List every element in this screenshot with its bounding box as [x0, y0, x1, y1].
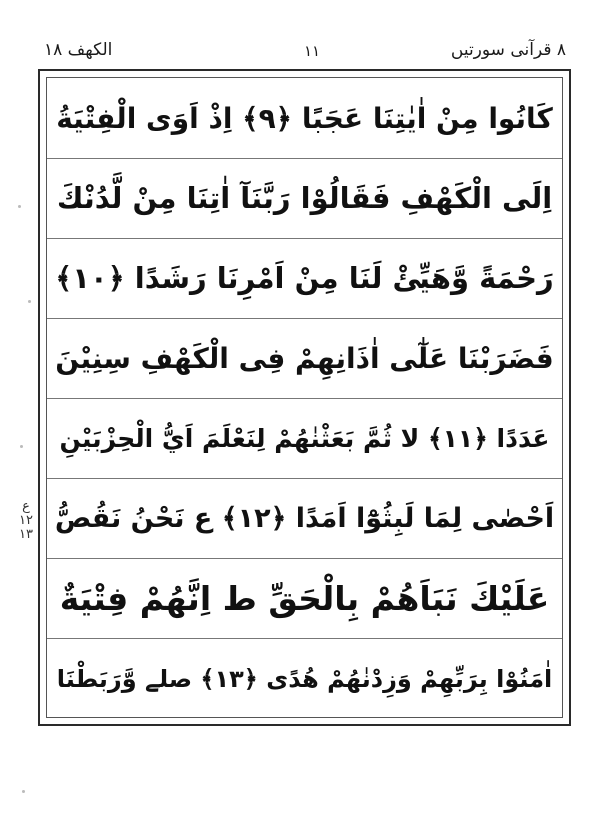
verse-line	[47, 558, 562, 639]
paper-speck	[18, 205, 21, 208]
page-number: ۱۱	[304, 42, 321, 60]
surah-name: الکھف ۱۸	[44, 40, 113, 60]
paper-speck	[20, 445, 23, 448]
verse-line-text: كَانُوا مِنْ اٰيٰتِنَا عَجَبًا ﴿۹﴾ اِذْ اَوَى الْفِتْيَةُ	[56, 101, 553, 135]
verse-line	[47, 158, 562, 239]
paper-speck	[28, 300, 31, 303]
verse-line	[47, 638, 562, 719]
verse-line-text: اِلَى الْكَهْفِ فَقَالُوْا رَبَّنَآ اٰتِنَا مِنْ لَّدُنْكَ	[56, 181, 553, 215]
ruku-marker: ع ۱۲ ۱۳	[19, 499, 33, 542]
verse-line-text: اَحْصٰى لِمَا لَبِثُوْٓا اَمَدًا ﴿۱۲﴾ ع نَحْنُ نَقُصُّ	[54, 502, 555, 534]
verse-line-text: عَلَيْكَ نَبَاَهُمْ بِالْحَقِّ ط اِنَّهُمْ فِتْيَةٌ	[59, 578, 550, 618]
text-area	[46, 77, 563, 718]
book-title: ۸ قرآنی سورتیں	[450, 40, 566, 60]
page-header	[40, 38, 570, 64]
text-frame	[38, 69, 571, 726]
verse-line-text: فَضَرَبْنَا عَلٰٓى اٰذَانِهِمْ فِى الْكَهْفِ سِنِيْنَ	[55, 341, 554, 375]
verse-line-text: عَدَدًا ﴿۱۱﴾ لا ثُمَّ بَعَثْنٰهُمْ لِنَعْلَمَ اَيُّ الْحِزْبَيْنِ	[59, 423, 550, 453]
verse-line-text: رَحْمَةً وَّهَيِّئْ لَنَا مِنْ اَمْرِنَا رَشَدًا ﴿۱۰﴾	[55, 261, 554, 295]
paper-speck	[22, 790, 25, 793]
verse-line-text: اٰمَنُوْا بِرَبِّهِمْ وَزِدْنٰهُمْ هُدًى ﴿۱۳﴾ صلے وَّرَبَطْنَا	[56, 664, 553, 693]
verse-line	[47, 478, 562, 559]
verse-line	[47, 318, 562, 399]
verse-line	[47, 78, 562, 159]
verse-line	[47, 398, 562, 479]
verse-line	[47, 238, 562, 319]
